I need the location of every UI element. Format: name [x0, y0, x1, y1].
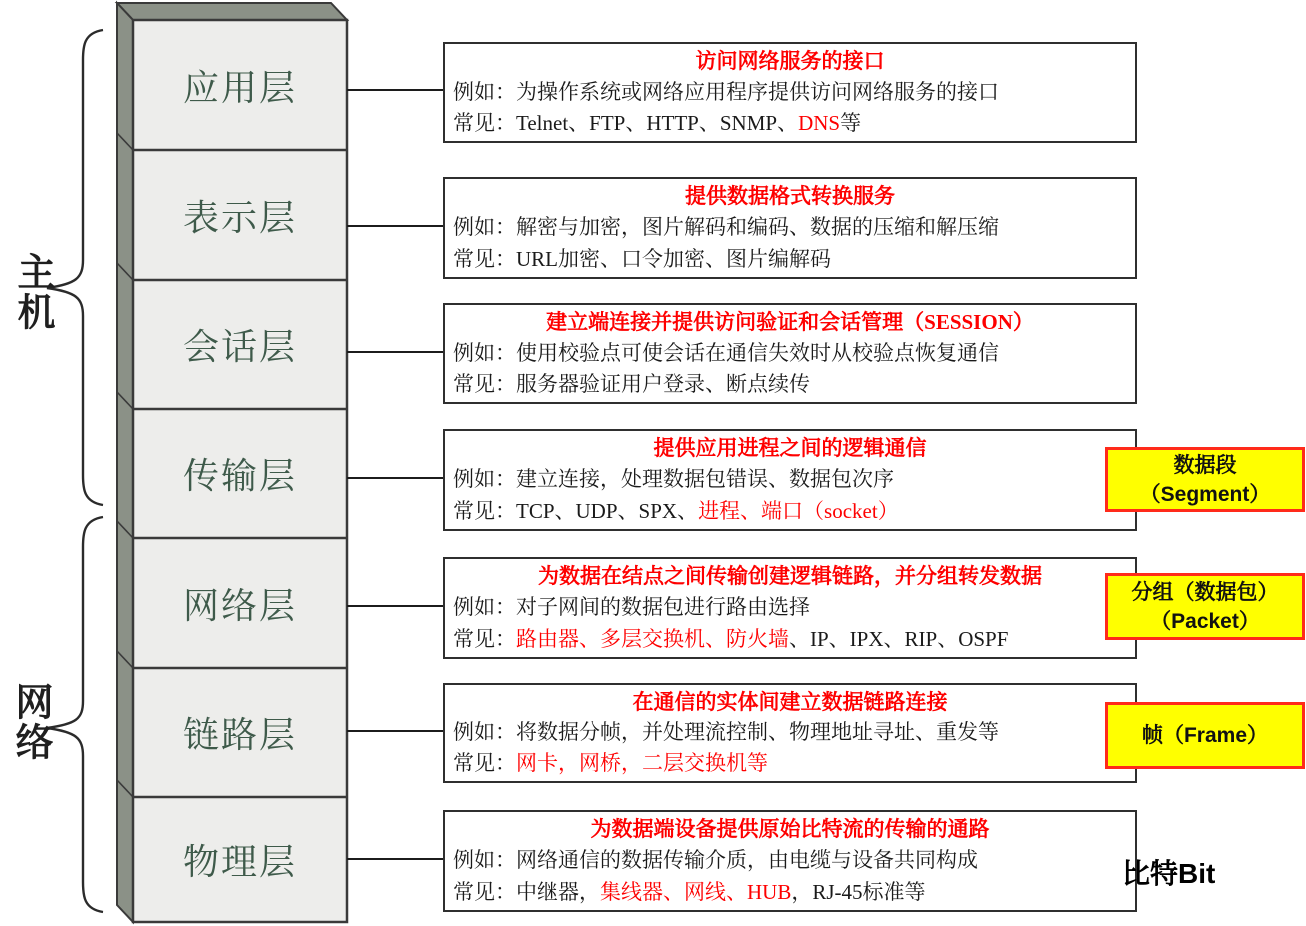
- host-group-label: 主机: [11, 252, 53, 332]
- common-segment: 常见：: [453, 751, 516, 776]
- box-common: [453, 370, 1127, 399]
- layer-network: 网络层: [182, 585, 297, 626]
- layer-transport: 传输层: [182, 456, 297, 496]
- box-title: 访问网络服务的接口: [695, 49, 885, 73]
- tower-top-face: [117, 3, 347, 20]
- box-example: 例如：网络通信的数据传输介质，由电缆与设备共同构成: [453, 848, 978, 873]
- desc-box-datalink: [443, 683, 1137, 783]
- layer-presentation: 表示层: [182, 197, 297, 238]
- host-group-brace: [47, 30, 103, 505]
- layer-session: 会话层: [182, 327, 297, 367]
- box-title: 为数据端设备提供原始比特流的传输的通路: [590, 817, 990, 842]
- common-segment: 常见：服务器验证用户登录、断点续传: [453, 372, 810, 396]
- box-common: [453, 497, 1127, 526]
- layer-application: 应用层: [182, 67, 297, 108]
- desc-box-physical: [443, 810, 1137, 912]
- common-segment: 常见：中继器，: [453, 879, 600, 904]
- layer-datalink: 链路层: [182, 715, 297, 755]
- common-segment: ，RJ-45标准等: [791, 879, 926, 904]
- pdu-bit-label: 比特Bit: [1122, 858, 1216, 889]
- desc-box-presentation: [443, 177, 1137, 279]
- common-segment: 、IP、IPX、RIP、OSPF: [789, 626, 1009, 651]
- pdu-line: 分组（数据包）: [1131, 580, 1279, 604]
- pdu-line: 帧（Frame）: [1141, 724, 1269, 747]
- desc-box-network: [443, 557, 1137, 659]
- box-title: 提供数据格式转换服务: [685, 184, 895, 209]
- box-example: 例如：为操作系统或网络应用程序提供访问网络服务的接口: [453, 80, 999, 104]
- pdu-box-segment: [1105, 447, 1305, 512]
- common-segment: 常见：TCP、UDP、SPX、: [453, 498, 699, 523]
- desc-box-application: [443, 42, 1137, 143]
- box-common: [453, 749, 1127, 778]
- network-group-label: 网络: [9, 682, 51, 762]
- layer-connector-lines: [347, 90, 443, 859]
- box-title: 提供应用进程之间的逻辑通信: [653, 436, 927, 461]
- common-segment: 常见：Telnet、FTP、HTTP、SNMP、: [453, 111, 799, 135]
- box-example: 例如：使用校验点可使会话在通信失效时从校验点恢复通信: [453, 341, 999, 365]
- common-segment: 路由器、多层交换机、防火墙: [516, 626, 789, 651]
- common-segment: 网卡，网桥，二层交换机等: [516, 751, 768, 776]
- pdu-line: 数据段: [1173, 453, 1237, 477]
- box-common: [453, 109, 1127, 138]
- box-common: [453, 245, 1127, 274]
- box-title: 在通信的实体间建立数据链路连接: [632, 689, 948, 714]
- pdu-line: （Segment）: [1139, 482, 1271, 506]
- desc-box-session: [443, 303, 1137, 404]
- desc-box-transport: [443, 429, 1137, 531]
- common-segment: 集线器、网线、HUB: [600, 879, 792, 904]
- box-example: 例如：解密与加密，图片解码和编码、数据的压缩和解压缩: [453, 215, 999, 240]
- common-segment: 等: [840, 111, 862, 135]
- common-segment: DNS: [798, 111, 841, 135]
- common-segment: 常见：URL加密、口令加密、图片编解码: [453, 246, 831, 271]
- network-group-brace: [47, 517, 103, 912]
- layer-physical: 物理层: [182, 842, 297, 882]
- box-example: 例如：对子网间的数据包进行路由选择: [453, 595, 810, 620]
- box-common: [453, 878, 1127, 907]
- box-title: 为数据在结点之间传输创建逻辑链路，并分组转发数据: [538, 564, 1042, 589]
- common-segment: 进程、端口（socket）: [698, 498, 899, 523]
- box-example: 例如：建立连接，处理数据包错误、数据包次序: [453, 467, 894, 492]
- box-example: 例如：将数据分帧，并处理流控制、物理地址寻址、重发等: [453, 720, 999, 745]
- box-title: 建立端连接并提供访问验证和会话管理（SESSION）: [546, 310, 1034, 334]
- pdu-line: （Packet）: [1150, 609, 1260, 633]
- pdu-box-packet: [1105, 573, 1305, 640]
- box-common: [453, 625, 1127, 654]
- pdu-box-frame: [1105, 702, 1305, 769]
- common-segment: 常见：: [453, 626, 516, 651]
